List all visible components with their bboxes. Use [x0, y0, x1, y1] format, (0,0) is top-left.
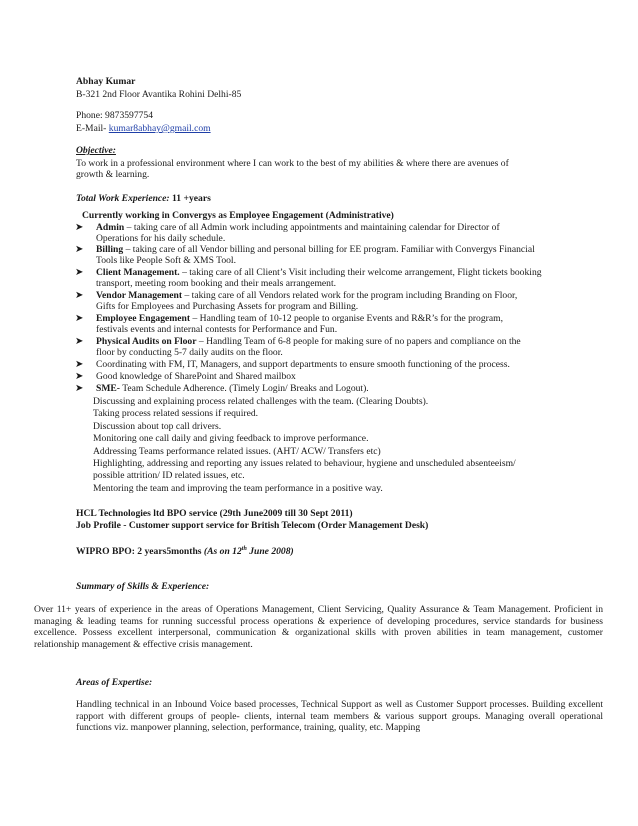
- sme-line: Discussion about top call drivers.: [93, 421, 222, 432]
- arrow-bullet-icon: ➤: [75, 222, 84, 233]
- duty-coordination: Coordinating with FM, IT, Managers, and support departments to ensure smooth functioning of the process.: [96, 359, 510, 370]
- arrow-bullet-icon: ➤: [75, 244, 84, 255]
- email-label: E-Mail-: [76, 123, 107, 134]
- duty-admin-cont: Operations for his daily schedule.: [96, 233, 226, 244]
- duty-billing: Billing – taking care of all Vendor billing and personal billing for EE program. Familiar with Convergys Financial: [96, 244, 535, 255]
- sme-line: Discussing and explaining process related challenges with the team. (Clearing Doubts).: [93, 396, 429, 407]
- arrow-bullet-icon: ➤: [75, 336, 84, 347]
- arrow-bullet-icon: ➤: [75, 383, 84, 394]
- objective-line-2: growth & learning.: [76, 169, 150, 180]
- total-experience-label: Total Work Experience:: [76, 193, 170, 204]
- duty-client-management: Client Management. – taking care of all Client’s Visit including their welcome arrangement, Flight tickets booking: [96, 267, 542, 278]
- summary-text: Over 11+ years of experience in the areas of Operations Management, Client Servicing, Quality Assurance & Team Management. Proficient in managing & leading teams for running successful process operations & experience of developing procedures, service standards for business excellence. Possess excellent interpersonal, communication & organizational skills with proven abilities in team management, customer relationship management & effective crisis management.: [34, 604, 603, 650]
- candidate-name: Abhay Kumar: [76, 76, 136, 87]
- duty-sme: SME- Team Schedule Adherence. (Timely Login/ Breaks and Logout).: [96, 383, 369, 394]
- duty-vendor-management: Vendor Management – taking care of all Vendors related work for the program including Branding on Floor,: [96, 290, 518, 301]
- duty-vendor-management-cont: Gifts for Employees and Purchasing Assets for program and Billing.: [96, 301, 359, 312]
- duty-client-management-cont: transport, meeting room booking and their meals arrangement.: [96, 278, 337, 289]
- duty-employee-engagement: Employee Engagement – Handling team of 10-12 people to organise Events and R&R’s for the program,: [96, 313, 503, 324]
- objective-line-1: To work in a professional environment where I can work to the best of my abilities & where there are avenues of: [76, 158, 509, 169]
- email-link[interactable]: kumar8abhay@gmail.com: [108, 123, 211, 134]
- duty-physical-audits: Physical Audits on Floor – Handling Team of 6-8 people for making sure of no papers and compliance on the: [96, 336, 521, 347]
- duty-physical-audits-cont: floor by conducting 5-7 daily audits on the floor.: [96, 347, 283, 358]
- duty-billing-cont: Tools like People Soft & XMS Tool.: [96, 255, 236, 266]
- sme-line: possible attrition/ ID related issues, etc.: [93, 470, 245, 481]
- duty-employee-engagement-cont: festivals events and internal contests for Performance and Fun.: [96, 324, 338, 335]
- arrow-bullet-icon: ➤: [75, 290, 84, 301]
- total-experience: [76, 193, 211, 204]
- sme-line: Highlighting, addressing and reporting any issues related to behaviour, hygiene and unscheduled absenteeism/: [93, 458, 516, 469]
- expertise-text: Handling technical in an Inbound Voice based processes, Technical Support as well as Customer Support processes. Building excellent rapport with different groups of people- clients, internal team members & various support groups. Managing overall operational functions viz. manpower planning, selection, performance, training, quality, etc. Mapping: [76, 699, 603, 733]
- phone: Phone: 9873597754: [76, 110, 154, 121]
- expertise-heading: Areas of Expertise:: [76, 677, 153, 688]
- sme-line: Mentoring the team and improving the team performance in a positive way.: [93, 483, 383, 494]
- address: B-321 2nd Floor Avantika Rohini Delhi-85: [76, 89, 242, 100]
- job-profile: Job Profile - Customer support service for British Telecom (Order Management Desk): [76, 520, 429, 531]
- sme-line: Taking process related sessions if required.: [93, 408, 259, 419]
- wipro-employment: WIPRO BPO: 2 years5months (As on 12th June 2008): [76, 545, 294, 557]
- arrow-bullet-icon: ➤: [75, 267, 84, 278]
- arrow-bullet-icon: ➤: [75, 371, 84, 382]
- email-line: [76, 123, 211, 134]
- objective-heading: Objective:: [76, 145, 116, 156]
- current-position: Currently working in Convergys as Employee Engagement (Administrative): [82, 210, 394, 221]
- sme-line: Addressing Teams performance related issues. (AHT/ ACW/ Transfers etc): [93, 446, 381, 457]
- total-experience-value: 11 +years: [169, 193, 211, 204]
- arrow-bullet-icon: ➤: [75, 313, 84, 324]
- sme-line: Monitoring one call daily and giving feedback to improve performance.: [93, 433, 369, 444]
- duty-admin: Admin – taking care of all Admin work including appointments and maintaining calendar for Director of: [96, 222, 500, 233]
- arrow-bullet-icon: ➤: [75, 359, 84, 370]
- summary-heading: Summary of Skills & Experience:: [76, 581, 210, 592]
- hcl-employment: HCL Technologies ltd BPO service (29th June2009 till 30 Sept 2011): [76, 508, 353, 519]
- duty-sharepoint: Good knowledge of SharePoint and Shared mailbox: [96, 371, 296, 382]
